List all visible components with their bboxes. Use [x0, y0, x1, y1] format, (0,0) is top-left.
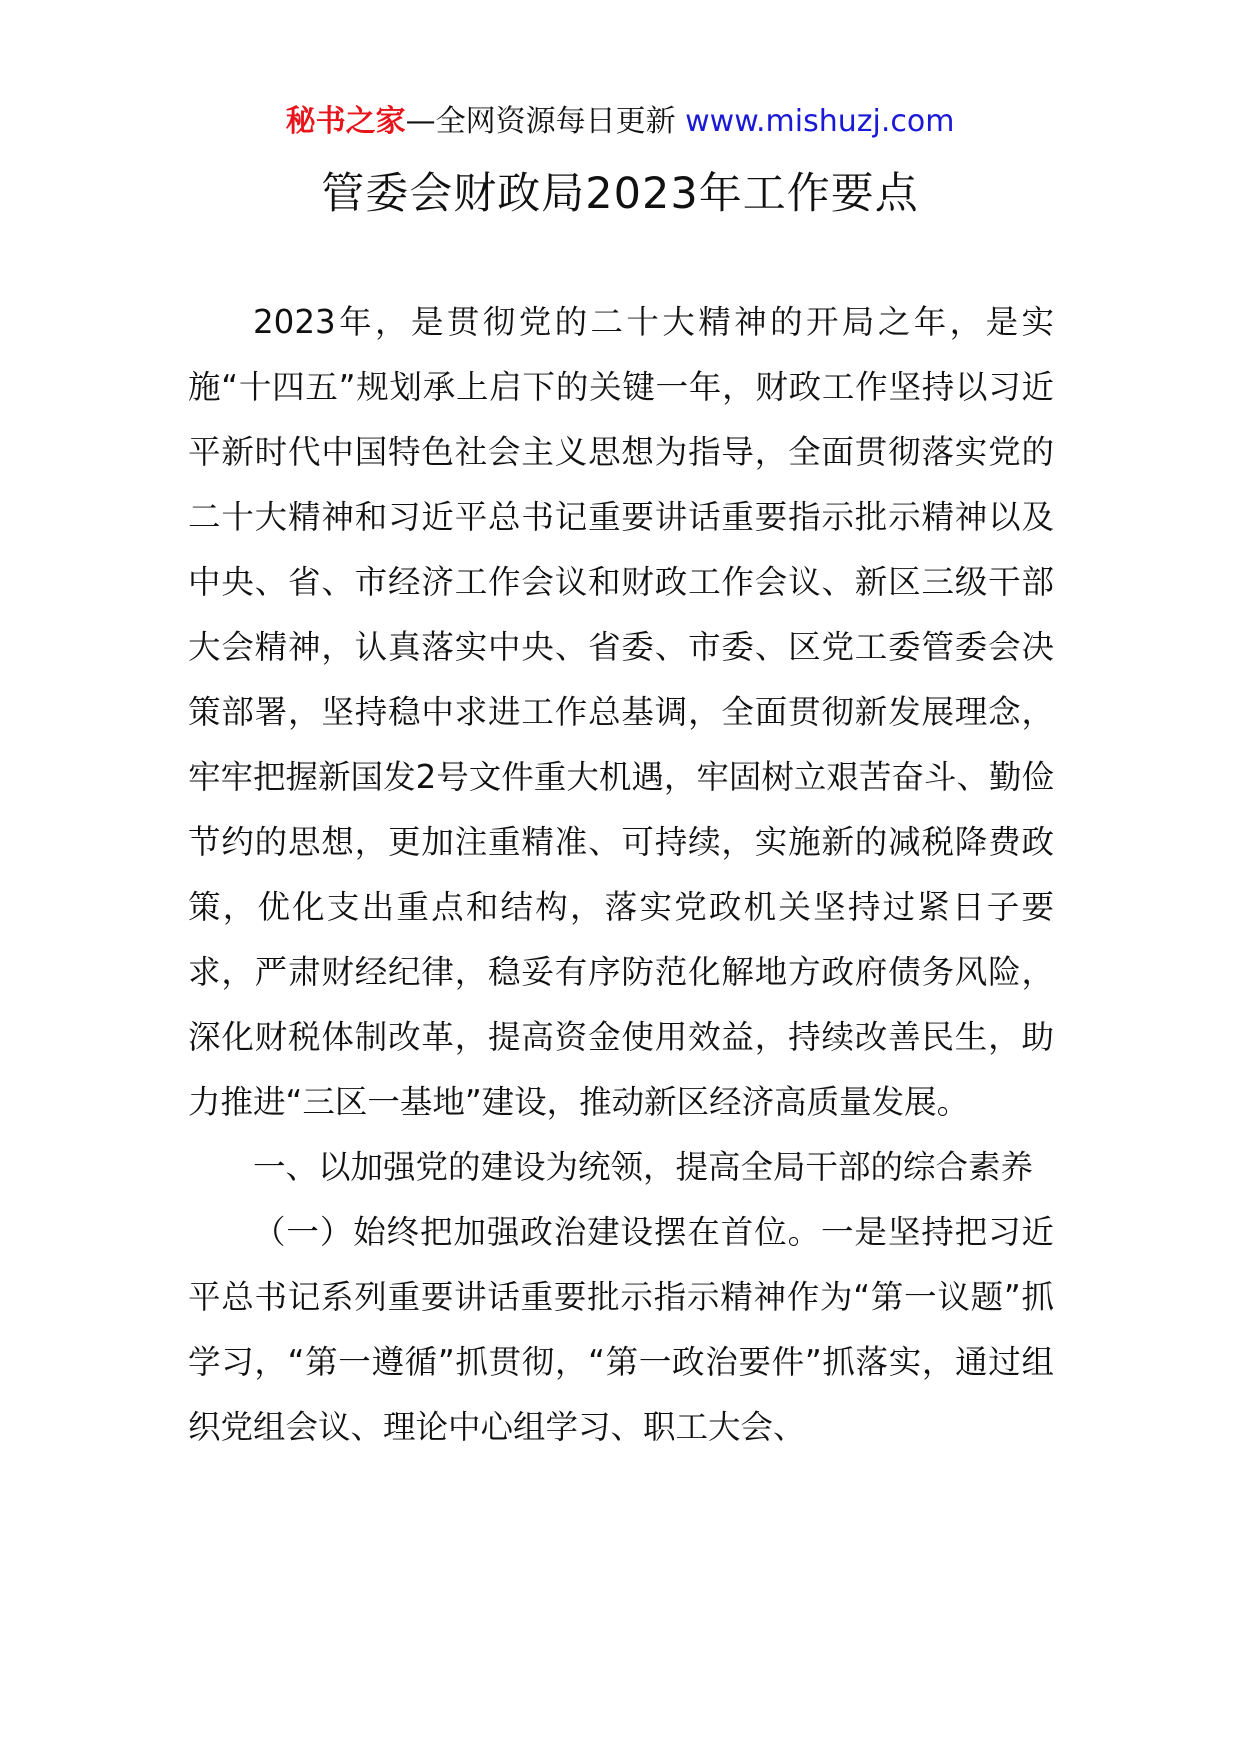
- brand-slogan: —全网资源每日更新: [405, 104, 676, 139]
- subsection-paragraph: （一）始终把加强政治建设摆在首位。一是坚持把习近平总书记系列重要讲话重要批示指示精神作为“第一议题”抓学习，“第一遵循”抓贯彻，“第一政治要件”抓落实，通过组织党组会议、理论中心组学习、职工大会、: [188, 1213, 1054, 1446]
- watermark-header: [0, 100, 1240, 144]
- section-heading: 一、以加强党的建设为统领，提高全局干部的综合素养: [253, 1148, 1034, 1186]
- website-link[interactable]: www.mishuzj.com: [685, 104, 955, 139]
- brand-name: 秘书之家: [285, 104, 406, 139]
- intro-paragraph: 2023年，是贯彻党的二十大精神的开局之年，是实施“十四五”规划承上启下的关键一年，财政工作坚持以习近平新时代中国特色社会主义思想为指导，全面贯彻落实党的二十大精神和习近平总书记重要讲话重要指示批示精神以及中央、省、市经济工作会议和财政工作会议、新区三级干部大会精神，认真落实中央、省委、市委、区党工委管委会决策部署，坚持稳中求进工作总基调，全面贯彻新发展理念，牢牢把握新国发2号文件重大机遇，牢固树立艰苦奋斗、勤俭节约的思想，更加注重精准、可持续，实施新的减税降费政策，优化支出重点和结构，落实党政机关坚持过紧日子要求，严肃财经纪律，稳妥有序防范化解地方政府债务风险，深化财税体制改革，提高资金使用效益，持续改善民生，助力推进“三区一基地”建设，推动新区经济高质量发展。: [188, 303, 1054, 1121]
- document-body: [188, 290, 1054, 1460]
- document-title: 管委会财政局2023年工作要点: [321, 169, 919, 219]
